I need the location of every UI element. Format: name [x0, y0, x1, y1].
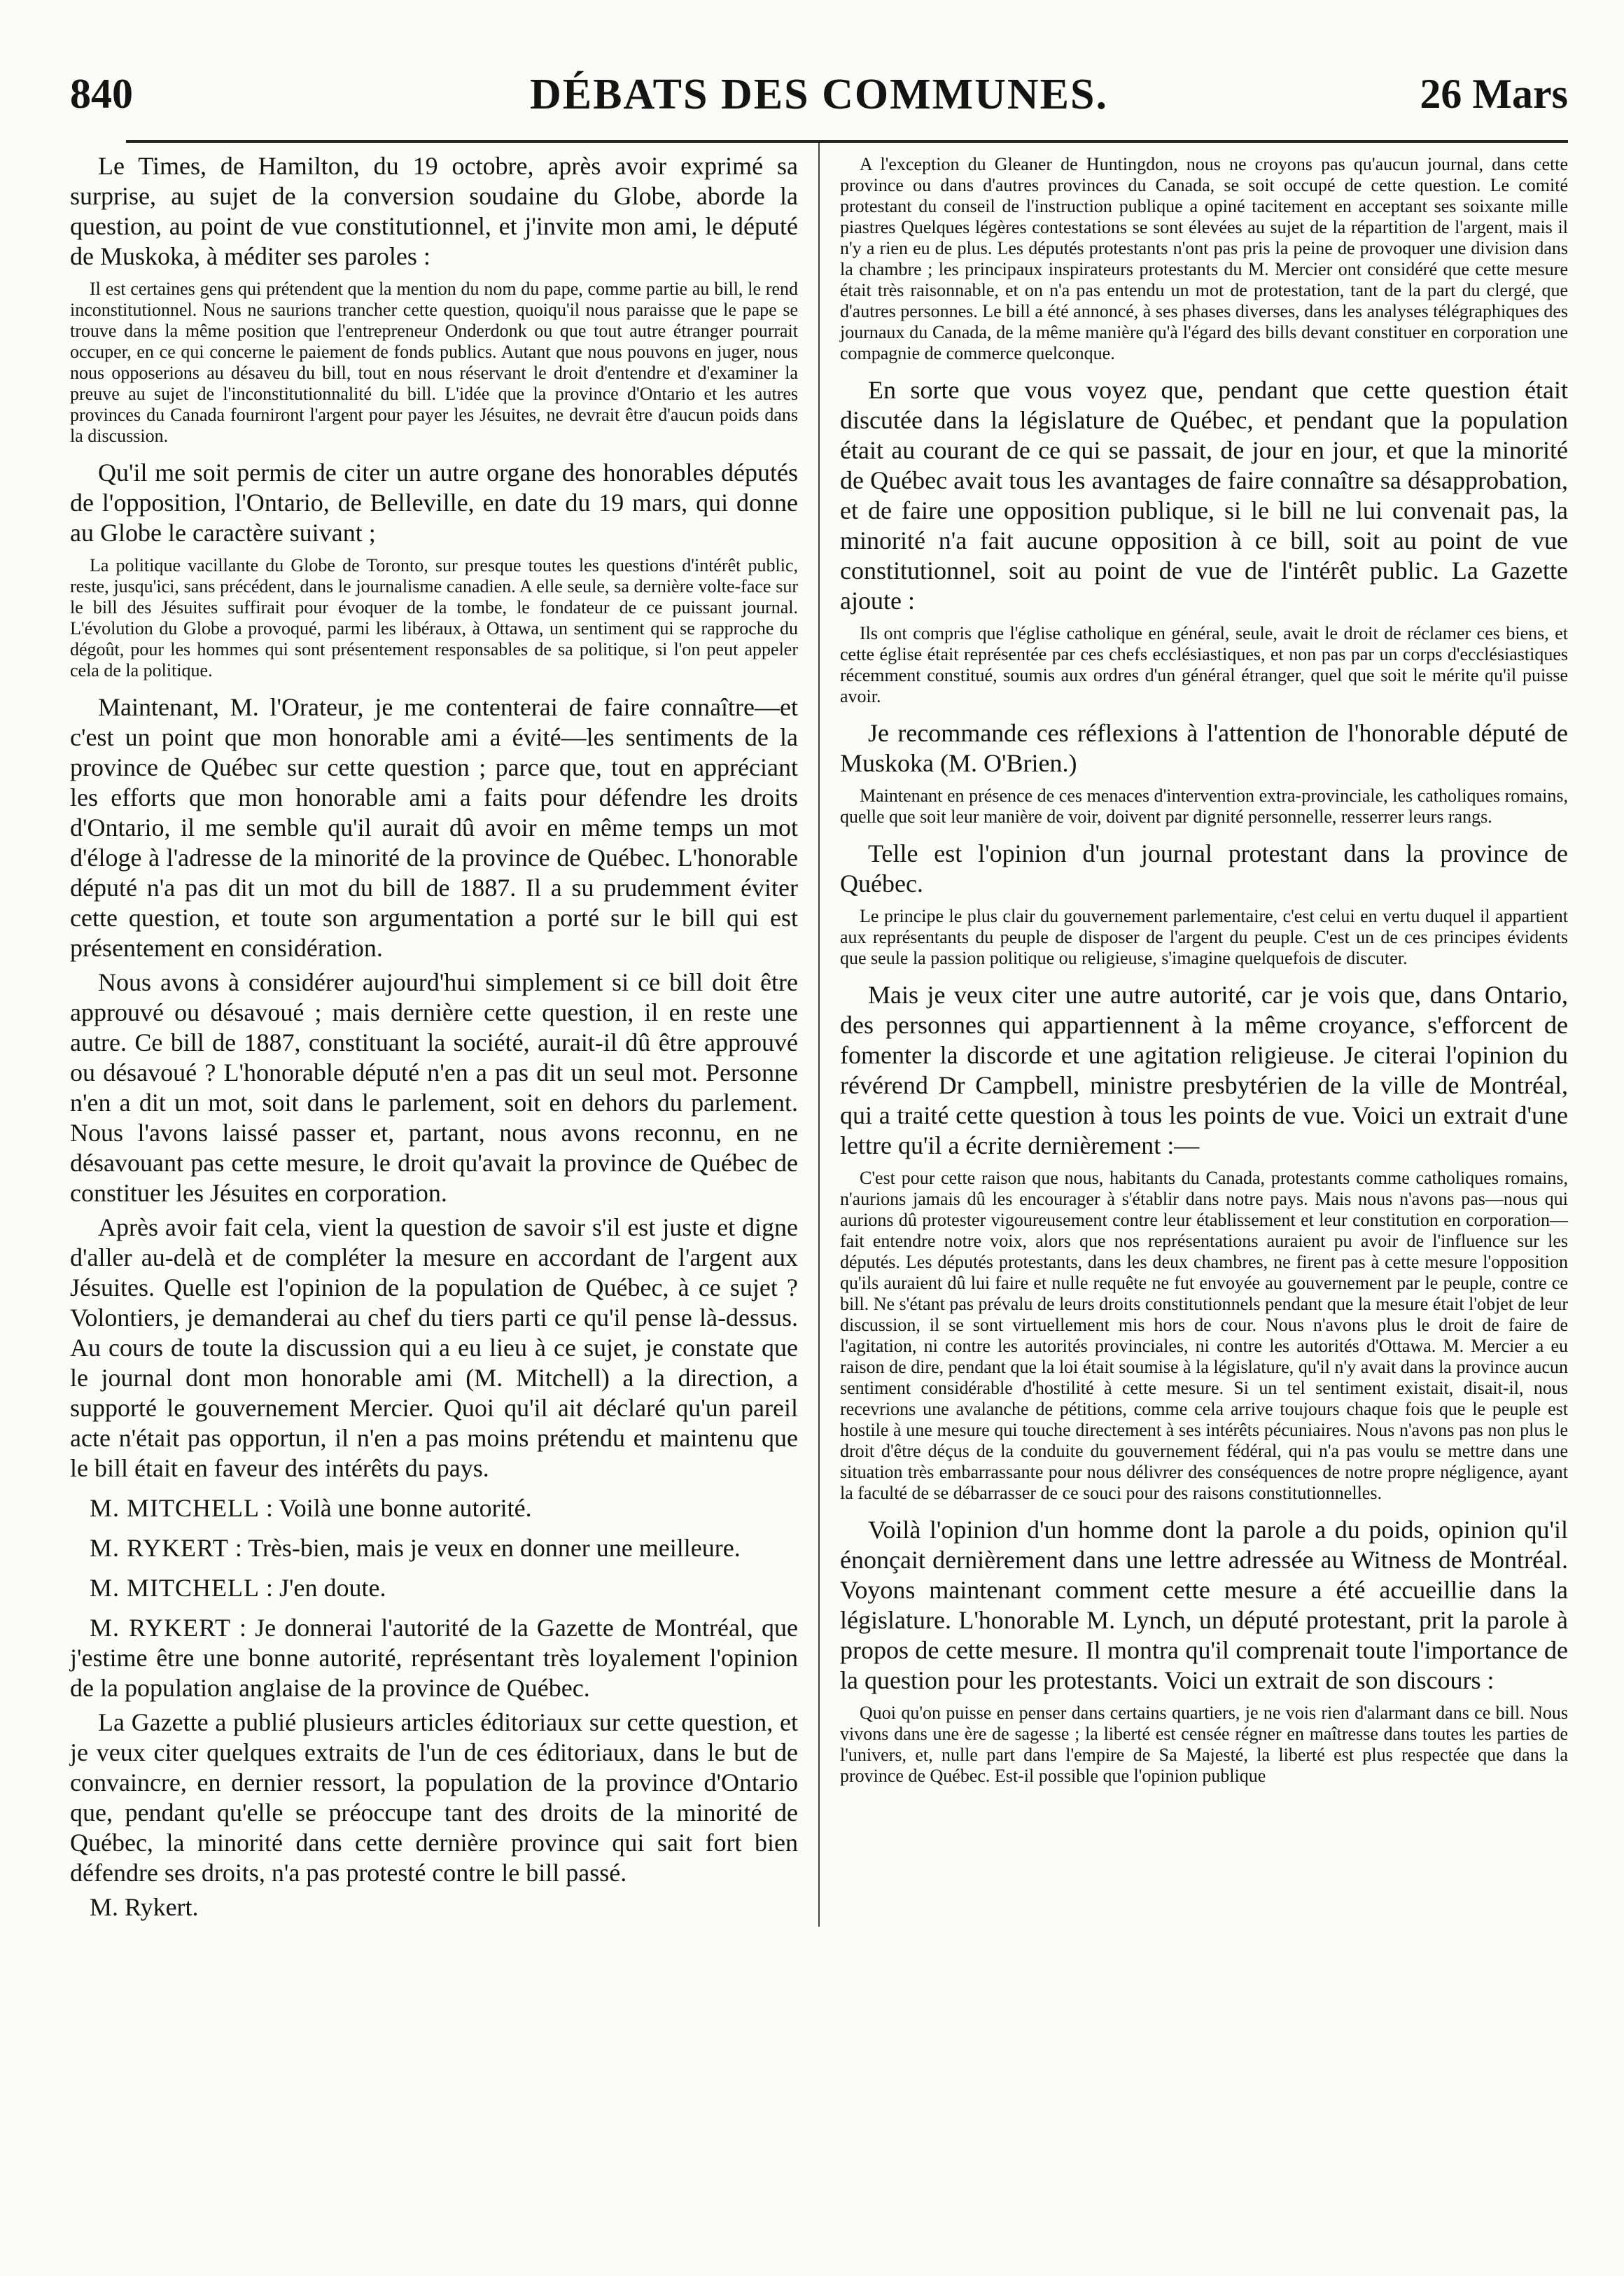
quotation: Quoi qu'on puisse en penser dans certains quartiers, je ne vois rien d'alarmant dans ce bill. Nous vivons dans une ère de sagesse ; la liberté est censée régner en maîtresse dans toutes les parties de l'univers, et, nulle part dans l'empire de Sa Majesté, la liberté est plus respectée que dans la province de Québec. Est-il possible que l'opinion publique: [840, 1703, 1568, 1786]
quotation: Ils ont compris que l'église catholique en général, seule, avait le droit de réclamer ces biens, et cette église était représentée par ces chefs ecclésiastiques, et non pas par un corps d'ecclésiastiques récemment constitué, soumis aux ordres d'un général étranger, quel que soit le mérite qu'il puisse avoir.: [840, 623, 1568, 706]
page-number: 840: [70, 71, 133, 117]
speaker-line: [70, 1613, 798, 1703]
speaker-name: M. MITCHELL: [90, 1494, 260, 1522]
speaker-line: [70, 1573, 798, 1603]
speaker-line: [70, 1493, 798, 1523]
page-header: [70, 63, 1568, 140]
speaker-name: M. RYKERT: [90, 1614, 231, 1642]
speaker-text: : Très-bien, mais je veux en donner une meilleure.: [228, 1534, 741, 1562]
paragraph: Le Times, de Hamilton, du 19 octobre, après avoir exprimé sa surprise, au sujet de la conversion soudaine du Globe, aborde la question, au point de vue constitutionnel, et j'invite mon ami, le député de Muskoka, à méditer ses paroles :: [70, 152, 798, 270]
paragraph: Voilà l'opinion d'un homme dont la parole a du poids, opinion qu'il énonçait dernièrement dans une lettre adressée au Witness de Montréal. Voyons maintenant comment cette mesure a été accueillie dans la législature. L'honorable M. Lynch, un député protestant, prit la parole à propos de cette mesure. Il montra qu'il comprenait toute l'importance de la question pour les protestants. Voici un extrait de son discours :: [840, 1516, 1568, 1694]
page-title: DÉBATS DES COMMUNES.: [529, 71, 1109, 118]
paragraph: Telle est l'opinion d'un journal protestant dans la province de Québec.: [840, 839, 1568, 898]
paragraph: Mais je veux citer une autre autorité, car je vois que, dans Ontario, des personnes qui appartiennent à la même croyance, s'efforcent de fomenter la discorde et une agitation religieuse. Je citerai l'opinion du révérend Dr Campbell, ministre presbytérien de la ville de Montréal, qui a traité cette question à tous les points de vue. Voici un extrait d'une lettre qu'il a écrite dernièrement :—: [840, 981, 1568, 1159]
right-column: [840, 151, 1568, 1927]
paragraph: Qu'il me soit permis de citer un autre organe des honorables députés de l'opposition, l'Ontario, de Belleville, en date du 19 mars, qui donne au Globe le caractère suivant ;: [70, 459, 798, 547]
paragraph: Je recommande ces réflexions à l'attention de l'honorable député de Muskoka (M. O'Brien.): [840, 719, 1568, 777]
paragraph: Après avoir fait cela, vient la question de savoir s'il est juste et digne d'aller au-delà et de compléter la mesure en accordant de l'argent aux Jésuites. Quelle est l'opinion de la population de Québec, à ce sujet ? Volontiers, je demanderai au chef du tiers parti ce qu'il pense là-dessus. Au cours de toute la discussion qui a eu lieu à ce sujet, je constate que le journal dont mon honorable ami (M. Mitchell) a la direction, a supporté le gouvernement Mercier. Quoi qu'il ait déclaré qu'un pareil acte n'était pas opportun, il n'en a pas moins prétendu et maintenu que le bill était en faveur des intérêts du pays.: [70, 1213, 798, 1482]
speaker-text: : J'en doute.: [259, 1574, 386, 1602]
speaker-line: [70, 1533, 798, 1563]
speaker-text: : Voilà une bonne autorité.: [259, 1494, 532, 1522]
quotation: C'est pour cette raison que nous, habitants du Canada, protestants comme catholiques romains, n'aurions jamais dû les encourager à s'établir dans notre pays. Mais nous n'avons pas—nous qui aurions dû protester vigoureusement contre leur établissement et leur constitution en corporation—fait entendre notre voix, alors que nos représentations auraient pu avoir de l'influence sur les députés. Les députés protestants, dans les deux chambres, ne firent pas à cette mesure l'opposition qu'ils auraient dû lui faire et nulle requête ne fut envoyée au gouvernement par le peuple, contre ce bill. Ne s'étant pas prévalu de leurs droits constitutionnels pendant que la mesure était l'objet de leur discussion, il se sont virtuellement mis hors de cour. Nous n'avons plus le droit de faire de l'agitation, ni contre les autorités provinciales, ni contre les autorités d'Ottawa. M. Mercier a eu raison de dire, pendant que la loi était soumise à la législature, qu'il n'y avait dans la province aucun sentiment considérable d'hostilité à cette mesure. Si un tel sentiment existait, disait-il, nous recevrions une avalanche de pétitions, comme cela arrive toujours chaque fois que le peuple est hostile à une mesure qui touche directement à ses intérêts pécuniaires. Nous n'avons pas non plus le droit d'être déçus de la conduite du gouvernement fédéral, qui n'a pas voulu se mettre dans une situation très embarrassante pour nous délivrer des conséquences de notre propre négligence, ayant la faculté de se débarrasser de ce souci pour des raisons constitutionnelles.: [840, 1168, 1568, 1503]
quotation: La politique vacillante du Globe de Toronto, sur presque toutes les questions d'intérêt public, reste, jusqu'ici, sans précédent, dans le journalisme canadien. A elle seule, sa dernière volte-face sur le bill des Jésuites suffirait pour évoquer de la tombe, le fondateur de ce puissant journal. L'évolution du Globe a provoqué, parmi les libéraux, à Ottawa, un sentiment qui se rapproche du dégoût, pour les hommes qui sont présentement responsables de sa politique, si l'on peut appeler cela de la politique.: [70, 555, 798, 680]
paragraph: En sorte que vous voyez que, pendant que cette question était discutée dans la législature de Québec, et pendant que la population était au courant de ce qui se passait, de jour en jour, et que la minorité de Québec avait tous les avantages de faire connaître sa désapprobation, et de faire une opposition publique, si le bill ne lui convenait pas, la minorité n'a fait aucune opposition à ce bill, soit au point de vue constitutionnel, soit au point de vue de l'intérêt public. La Gazette ajoute :: [840, 376, 1568, 615]
speaker-name: M. RYKERT: [90, 1534, 229, 1562]
paragraph: Maintenant, M. l'Orateur, je me contenterai de faire connaître—et c'est un point que mon honorable ami a évité—les sentiments de la province de Québec sur cette question ; parce que, tout en appréciant les efforts que mon honorable ami a faits pour défendre les droits d'Ontario, il me semble qu'il aurait dû avoir en même temps un mot d'éloge à l'adresse de la minorité de la province de Québec. L'honorable député n'a pas dit un mot du bill de 1887. Il a su prudemment éviter cette question, et toute son argumentation a porté sur le bill qui est présentement en considération.: [70, 693, 798, 962]
left-column: [70, 151, 798, 1927]
column-divider: [818, 143, 820, 1927]
speaker-name: M. MITCHELL: [90, 1574, 260, 1602]
paragraph: Nous avons à considérer aujourd'hui simplement si ce bill doit être approuvé ou désavoué ; mais dernière cette question, il en reste une autre. Ce bill de 1887, constituant la société, aurait-il dû être approuvé ou désavoué ? L'honorable député n'en a pas dit un seul mot. Personne n'en a dit un mot, soit dans le parlement, soit en dehors du parlement. Nous l'avons laissé passer et, partant, nous avons reconnu, en ne désavouant pas cette mesure, le droit qu'avait la province de Québec de constituer les Jésuites en corporation.: [70, 968, 798, 1207]
quotation: A l'exception du Gleaner de Huntingdon, nous ne croyons pas qu'aucun journal, dans cette province ou dans d'autres provinces du Canada, se soit occupé de cette question. Le comité protestant du conseil de l'instruction publique a opiné tacitement en acceptant ses soixante mille piastres Quelques légères contestations se sont élevées au sujet de la répartition de l'argent, mais il n'y a rien eu de plus. Les députés protestants n'ont pas pris la peine de provoquer une division dans la chambre ; les principaux inspirateurs protestants du M. Mercier ont considéré que cette mesure était très raisonnable, et on n'a pas entendu un mot de protestation, tant de la part du clergé, que d'autres personnes. Le bill a été annoncé, à ses phases diverses, dans les analyses télégraphiques des journaux du Canada, de la même manière qu'à l'égard des bills devant constituer en corporation une compagnie de commerce quelconque.: [840, 154, 1569, 363]
paragraph: La Gazette a publié plusieurs articles éditoriaux sur cette question, et je veux citer quelques extraits de l'un de ces éditoriaux, dans le but de convaincre, en dernier ressort, la population de la province d'Ontario que, pendant qu'elle se préoccupe tant des droits de la minorité de Québec, la minorité dans cette dernière province qui sait fort bien défendre ses droits, n'a pas protesté contre le bill passé.: [70, 1708, 798, 1887]
quotation: Maintenant en présence de ces menaces d'intervention extra-provinciale, les catholiques romains, quelle que soit leur manière de voir, doivent par dignité personnelle, resserrer leurs rangs.: [840, 786, 1568, 827]
header-rule: [126, 140, 1568, 143]
page-date: 26 Mars: [1420, 71, 1568, 117]
columns: [70, 151, 1568, 1927]
quotation: Il est certaines gens qui prétendent que la mention du nom du pape, comme partie au bill, le rend inconstitutionnel. Nous ne saurions trancher cette question, quoiqu'il nous paraisse que le pape se trouve dans la même position que l'entrepreneur Onderdonk ou que tout autre étranger pourrait occuper, en ce qui concerne le paiement de fonds publics. Autant que nous pouvons en juger, nous nous opposerions au désaveu du bill, tout en nous réservant le droit d'entendre et d'examiner la preuve au sujet de l'inconstitutionnalité du bill. L'idée que la province d'Ontario et les autres provinces du Canada fourniront l'argent pour payer les Jésuites, ne devrait être d'aucun poids dans la discussion.: [70, 279, 798, 446]
continued-speaker: M. Rykert.: [90, 1893, 199, 1921]
quotation: Le principe le plus clair du gouvernement parlementaire, c'est celui en vertu duquel il appartient aux représentants du peuple de disposer de l'argent du peuple. C'est un de ces principes évidents que seule la passion politique ou religieuse, s'imagine quelquefois de discuter.: [840, 906, 1568, 968]
speaker-text: : Je donnerai l'autorité de la Gazette de Montréal, que j'estime être une bonne autorité, représentant très loyalement l'opinion de la population anglaise de la province de Québec.: [70, 1614, 798, 1702]
